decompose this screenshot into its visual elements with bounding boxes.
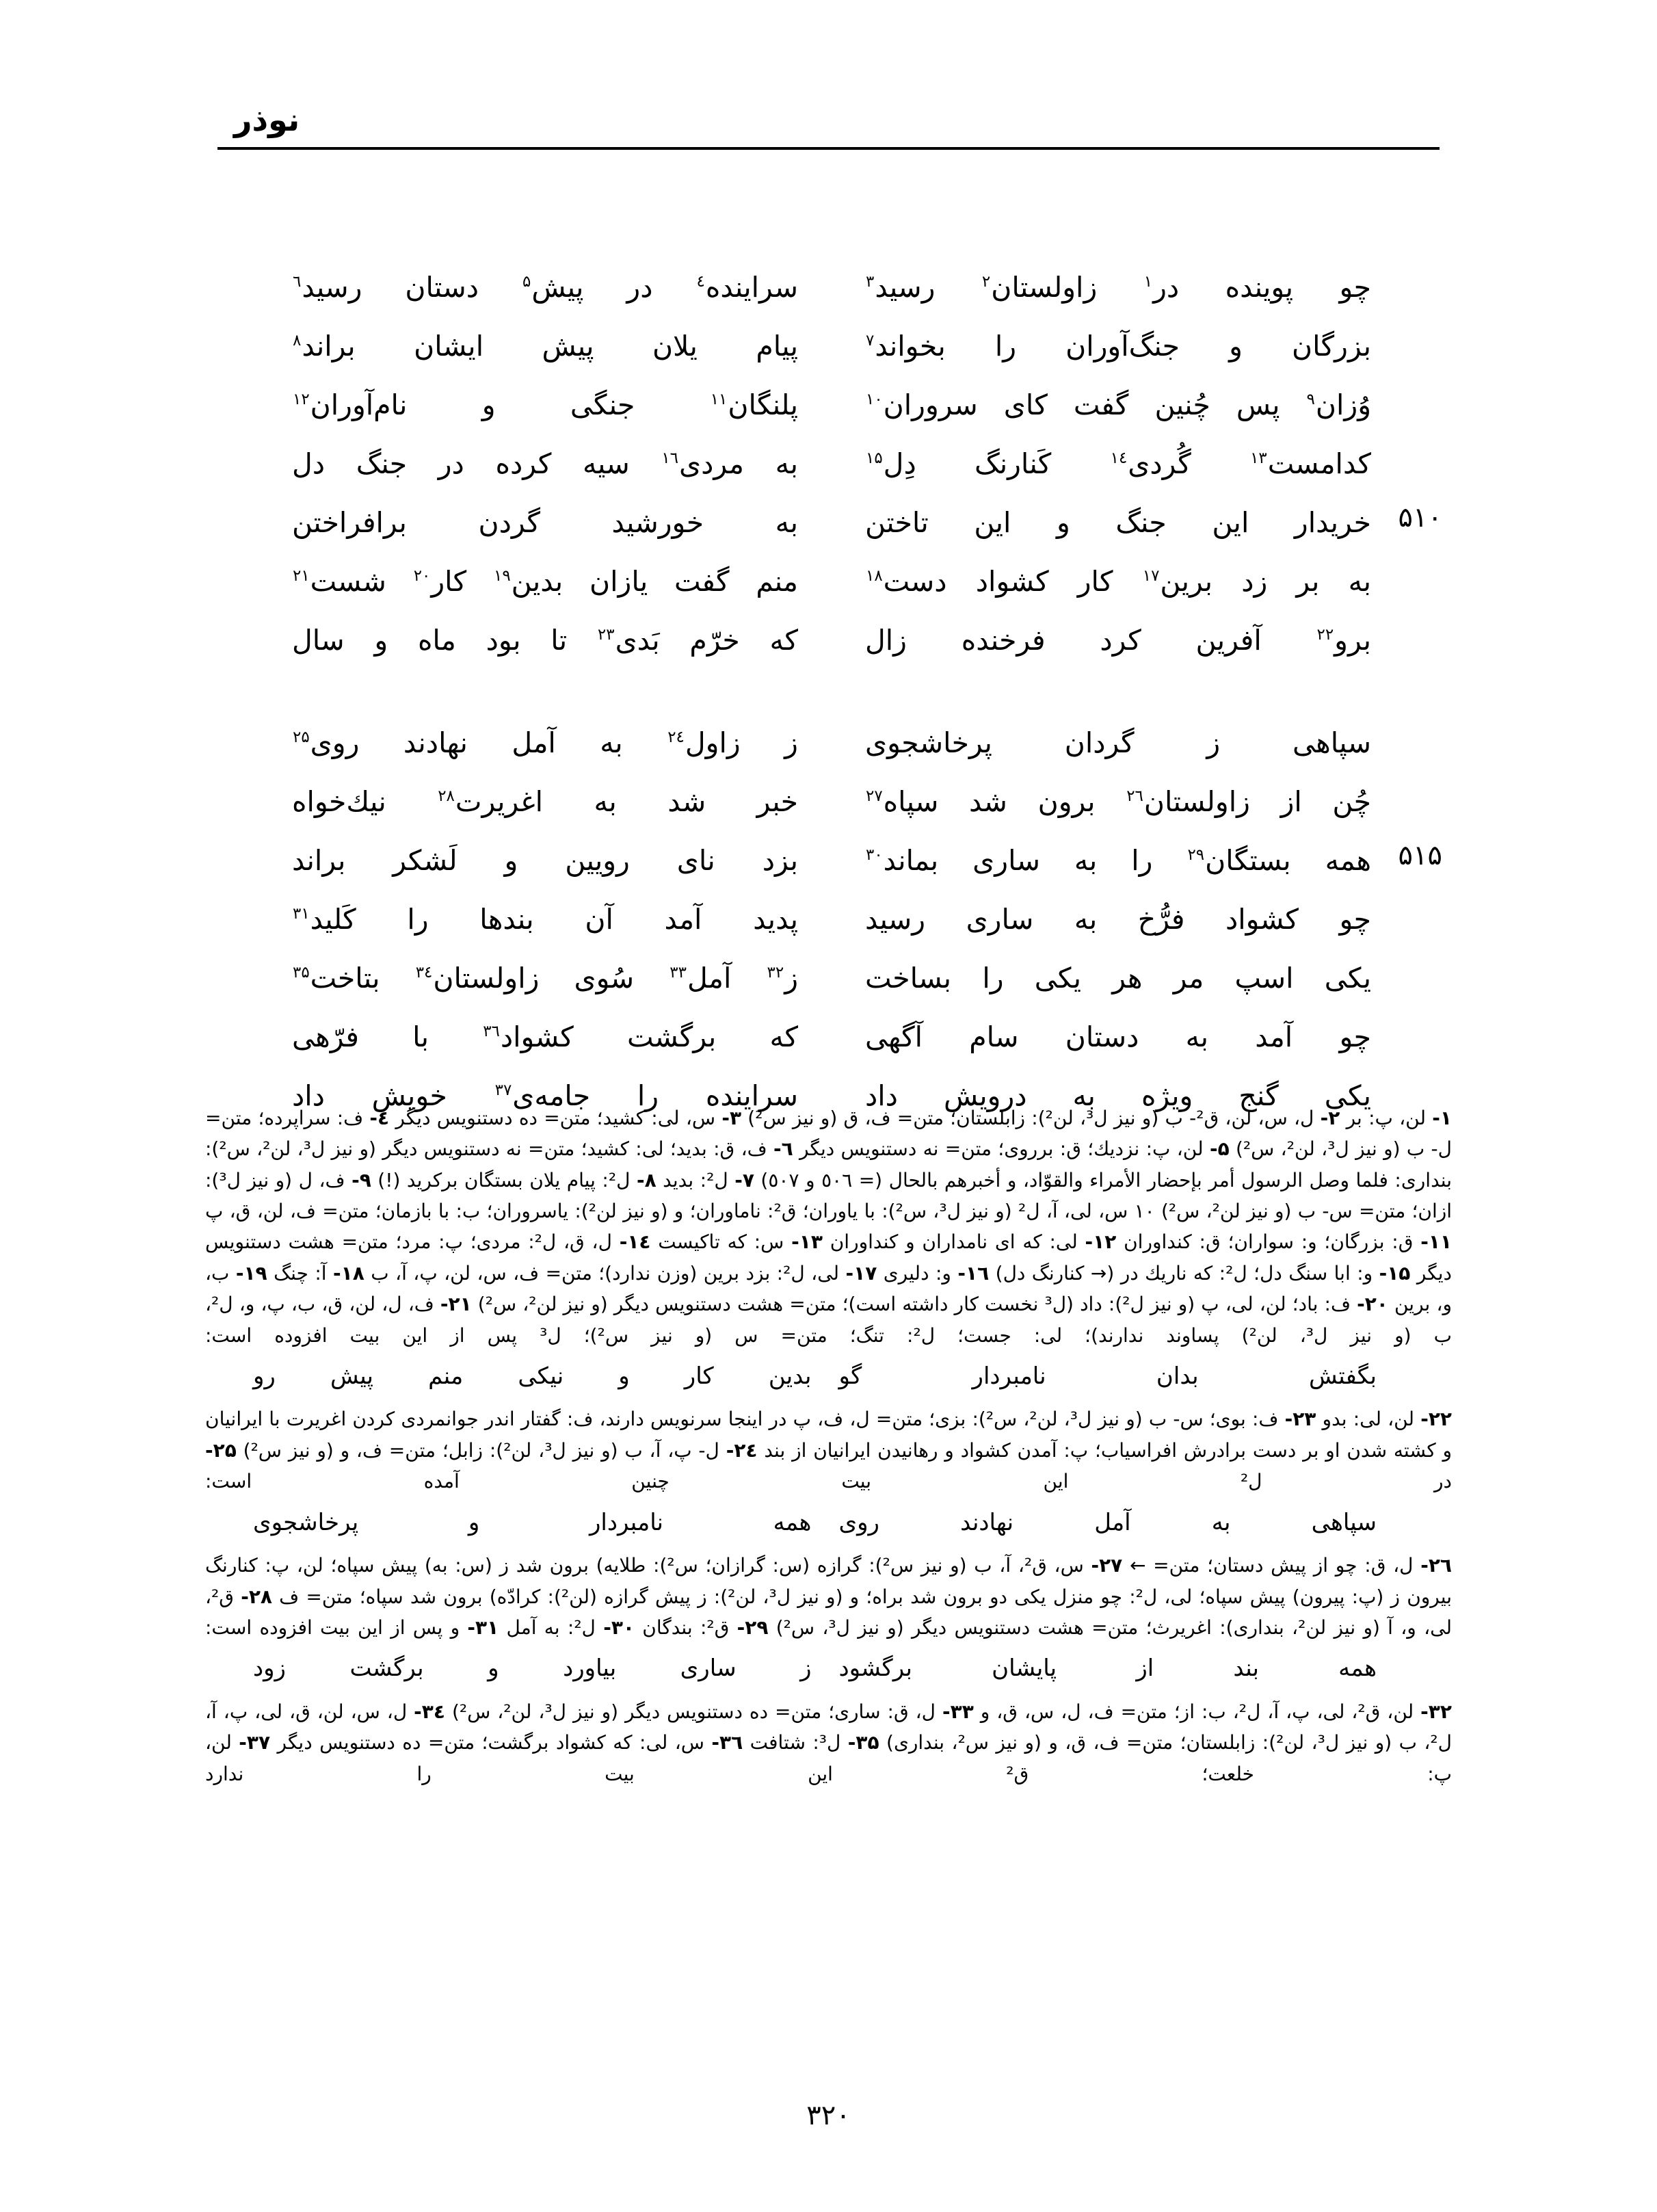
hemistich-left: ز$^{۳۲}$ آمل$^{۳۳}$ سُوی زاولستان$^{۳٤}$ بتاخت$^{۳۵}$	[293, 962, 798, 995]
hemistich-right: به بر زد برین$^{۱۷}$ کار کشواد دست$^{۱۸}$	[866, 565, 1371, 598]
verse-couplet	[217, 263, 1440, 315]
hemistich-left: پیام یلان پیش ایشان براند$^۸$	[293, 330, 798, 363]
apparatus-entry: ۲٦- ل، ق: چو از پیش دستان؛ متن= ← ۲۷- س، ق²، آ، ب (و نیز س²): گرازه (س: گرازان؛ س²): طلایه) برون شد ز (س: به) پیش سپاه؛ لن، پ: کنارنگ بیرون ز (پ: پیرون) پیش سپاه؛ لی، ل²: چو منزل یکی دو برون شد براه؛ و (و نیز ل³، لن²): ز پیش گرازه (لن²): کرادّه) برون شد سپاه؛ متن= ف ۲۸- ق²، لی، و، آ (و نیز لن²، بنداری): اغریرث؛ متن= هشت دستنویس دیگر (و نیز ل³، س²) ۲۹- ق²: بندگان ۳۰- ل²: به آمل ۳۱- و پس از این بیت افزوده است:	[205, 1554, 1453, 1639]
hemistich-right: وُزان$^۹$ پس چُنین گفت کای سروران$^{۱۰}$	[866, 389, 1371, 421]
verse-couplet	[217, 719, 1440, 771]
hemistich-left: پدید آمد آن بندها را کَلید$^{۳۱}$	[293, 903, 798, 936]
verse-couplet	[217, 381, 1440, 433]
verse-line-number: ۵۱۵	[1398, 840, 1442, 871]
verse-couplet	[217, 440, 1440, 492]
apparatus-hemistich-right: بگفتش بدان نامبردار گو	[838, 1362, 1377, 1390]
apparatus-hemistich-left: همه نامبردار و پرخاشجوی	[253, 1508, 812, 1536]
hemistich-right: یکی اسپ مر هر یکی را بساخت	[865, 962, 1371, 995]
running-head: نوذر	[234, 101, 300, 138]
hemistich-left: که برگشت کشواد$^{۳٦}$ با فرّهی	[292, 1021, 798, 1053]
hemistich-left: ز زاول$^{۲٤}$ به آمل نهادند روی$^{۲۵}$	[293, 726, 798, 759]
verse-stanza-gap	[217, 675, 1440, 719]
hemistich-right: سپاهی ز گردان پرخاشجوی	[865, 726, 1371, 759]
apparatus-inserted-couplet	[205, 1507, 1452, 1540]
hemistich-right: برو$^{۲۲}$ آفرین کرد فرخنده زال	[865, 624, 1371, 657]
header-rule	[217, 147, 1440, 150]
verse-block	[217, 263, 1440, 1131]
apparatus-inserted-couplet	[205, 1653, 1452, 1685]
hemistich-right: خریدار این جنگ و این تاختن	[865, 506, 1371, 539]
apparatus-entry: ۱- لن، پ: بر ۲- ل، س، لن، ق²- ب (و نیز ل³، لن²): زابلستان؛ متن= ف، ق (و نیز س²) ۳- س، لی: کشید؛ متن= ده دستنویس دیگر ٤- ف: سراپرده؛ متن= ل- ب (و نیز ل³، لن²، س²) ۵- لن، پ: نزدیك؛ ق: برروی؛ متن= نه دستنویس دیگر ٦- ف، ق: بدید؛ لی: کشید؛ متن= نه دستنویس دیگر (و نیز ل³، لن²، س²): بنداری: فلما وصل الرسول أمر بإحضار الأمراء والقوّاد، و أخبرهم بالحال (= ٥٠٦ و ٥٠٧) ۷- ل²: بدید ۸- ل²: پیام یلان بستگان برکرید (!) ۹- ف، ل (و نیز ل³): ازان؛ متن= س- ب (و نیز لن²، س²) ۱۰ س، لی، آ، ل² (و نیز ل³، س²): با یاوران؛ ق²: ناماوران؛ و (و نیز لن²): یاسروران؛ ب: با بازمان؛ متن= ف، لن، ق، پ ۱۱- ق: بزرگان؛ و: سواران؛ ق: کنداوران ۱۲- لی: که ای نامداران و کنداوران ۱۳- س: که تاکیست ۱٤- ل، ق، ل²: مردی؛ پ: مرد؛ متن= هشت دستنویس دیگر ۱۵- و: ابا سنگ دل؛ ل²: که ناریك در (→ کنارنگ دل) ۱٦- و: دلیری ۱۷- لی، ل²: بزد برین (وزن ندارد)؛ متن= ف، س، لن، پ، آ، ب ۱۸- آ: چنگ ۱۹- ب، و، برین ۲۰- ف: باد؛ لن، لی، پ (و نیز ل²): داد (ل³ نخست كار داشته است)؛ متن= هشت دستنویس دیگر (و نیز لن²، س²) ۲۱- ف، ل، لن، ق، ب، پ، و، ل²، ب (و نیز ل³، لن²) پساوند ندارند)؛ لی: جست؛ ل²: تنگ؛ متن= س (و نیز س²)؛ ل³ پس از این بیت افزوده است:	[205, 1107, 1453, 1347]
apparatus-inserted-couplet	[205, 1360, 1452, 1393]
verse-couplet	[217, 499, 1440, 551]
verse-couplet	[217, 557, 1440, 609]
critical-apparatus	[205, 1103, 1452, 1791]
verse-couplet	[217, 778, 1440, 830]
hemistich-right: چو آمد به دستان سام آگهی	[865, 1021, 1371, 1053]
verse-couplet	[217, 616, 1440, 668]
verse-couplet	[217, 954, 1440, 1006]
page-header	[217, 103, 1440, 150]
hemistich-left: سراینده را جامه‌ی$^{۳۷}$ خویش داد	[292, 1079, 798, 1112]
hemistich-right: یکی گنج ویژه به درویش داد	[865, 1079, 1371, 1112]
hemistich-right: بزرگان و جنگ‌آوران را بخواند$^۷$	[866, 330, 1371, 363]
apparatus-hemistich-left: ز ساری بیاورد و برگشت زود	[253, 1655, 812, 1683]
hemistich-left: پلنگان$^{۱۱}$ جنگی و نام‌آوران$^{۱۲}$	[293, 389, 798, 421]
folio-number: ۳۲۰	[806, 2100, 851, 2131]
hemistich-left: بزد نای رویین و لَشكر براند	[292, 844, 798, 877]
verse-couplet	[217, 1013, 1440, 1065]
verse-couplet	[217, 895, 1440, 947]
hemistich-left: خبر شد به اغریرت$^{۲۸}$ نیك‌خواه	[292, 785, 798, 818]
hemistich-left: به مردی$^{۱٦}$ سیه کرده در جنگ دل	[292, 447, 798, 480]
hemistich-left: که خرّم بَدی$^{۲۳}$ تا بود ماه و سال	[292, 624, 798, 657]
verse-couplet	[217, 837, 1440, 888]
hemistich-right: چو کشواد فرُّخ به ساری رسید	[865, 903, 1371, 936]
verse-couplet	[217, 322, 1440, 374]
hemistich-left: منم گفت یازان بدین$^{۱۹}$ کار$^{۲۰}$ شست$^{۲۱}$	[293, 565, 798, 598]
apparatus-hemistich-right: همه بند از پایشان برگشود	[838, 1655, 1377, 1683]
hemistich-left: به خورشید گردن برافراختن	[292, 506, 798, 539]
hemistich-right: چُن از زاولستان$^{۲٦}$ برون شد سپاه$^{۲۷}$	[866, 785, 1371, 818]
apparatus-entry: ۳۲- لن، ق²، لی، پ، آ، ل²، ب: از؛ متن= ف، ل، س، ق، و ۳۳- ل، ق: ساری؛ متن= ده دستنویس دیگر (و نیز ل³، لن²، س²) ۳٤- ل، س، لن، ق، لی، پ، آ، ل²، ب (و نیز ل³، لن²): زابلستان؛ متن= ف، ق، و (و نیز س²، بنداری) ۳۵- ل³: شتافت ۳٦- س، لی: که کشواد برگشت؛ متن= ده دستنویس دیگر ۳۷- لن، پ: خلعت؛ ق² این بیت را ندارد	[205, 1700, 1452, 1785]
apparatus-hemistich-left: بدین کار و نیکی منم پیش رو	[253, 1362, 812, 1390]
hemistich-right: چو پوینده در$^۱$ زاولستان$^۲$ رسید$^۳$	[866, 271, 1371, 304]
hemistich-right: کدامست$^{۱۳}$ گُردی$^{۱٤}$ کَنارنگ دِل$^{۱۵}$	[866, 447, 1371, 480]
apparatus-hemistich-right: سپاهی به آمل نهادند روی	[838, 1508, 1377, 1536]
verse-line-number: ۵۱۰	[1398, 502, 1442, 534]
apparatus-entry: ۲۲- لن، لی: بدو ۲۳- ف: بوی؛ س- ب (و نیز ل³، لن²، س²): بزی؛ متن= ل، ف، پ در اینجا سرنویس دارند، ف: گفتار اندر جوانمردی کردن اغریرت با ایرانیان و کشته شدن او بر دست برادرش افراسیاب؛ پ: آمدن کشواد و رهانیدن ایرانیان از بند ۲٤- ل- پ، آ، ب (و نیز ل³، لن²): زابل؛ متن= ف، و (و نیز س²) ۲۵- در ل² این بیت چنین آمده است:	[205, 1408, 1452, 1493]
hemistich-right: همه بستگان$^{۲۹}$ را به ساری بماند$^{۳۰}$	[866, 844, 1371, 877]
hemistich-left: سراینده$^٤$ در پیش$^۵$ دستان رسید$^٦$	[293, 271, 798, 304]
